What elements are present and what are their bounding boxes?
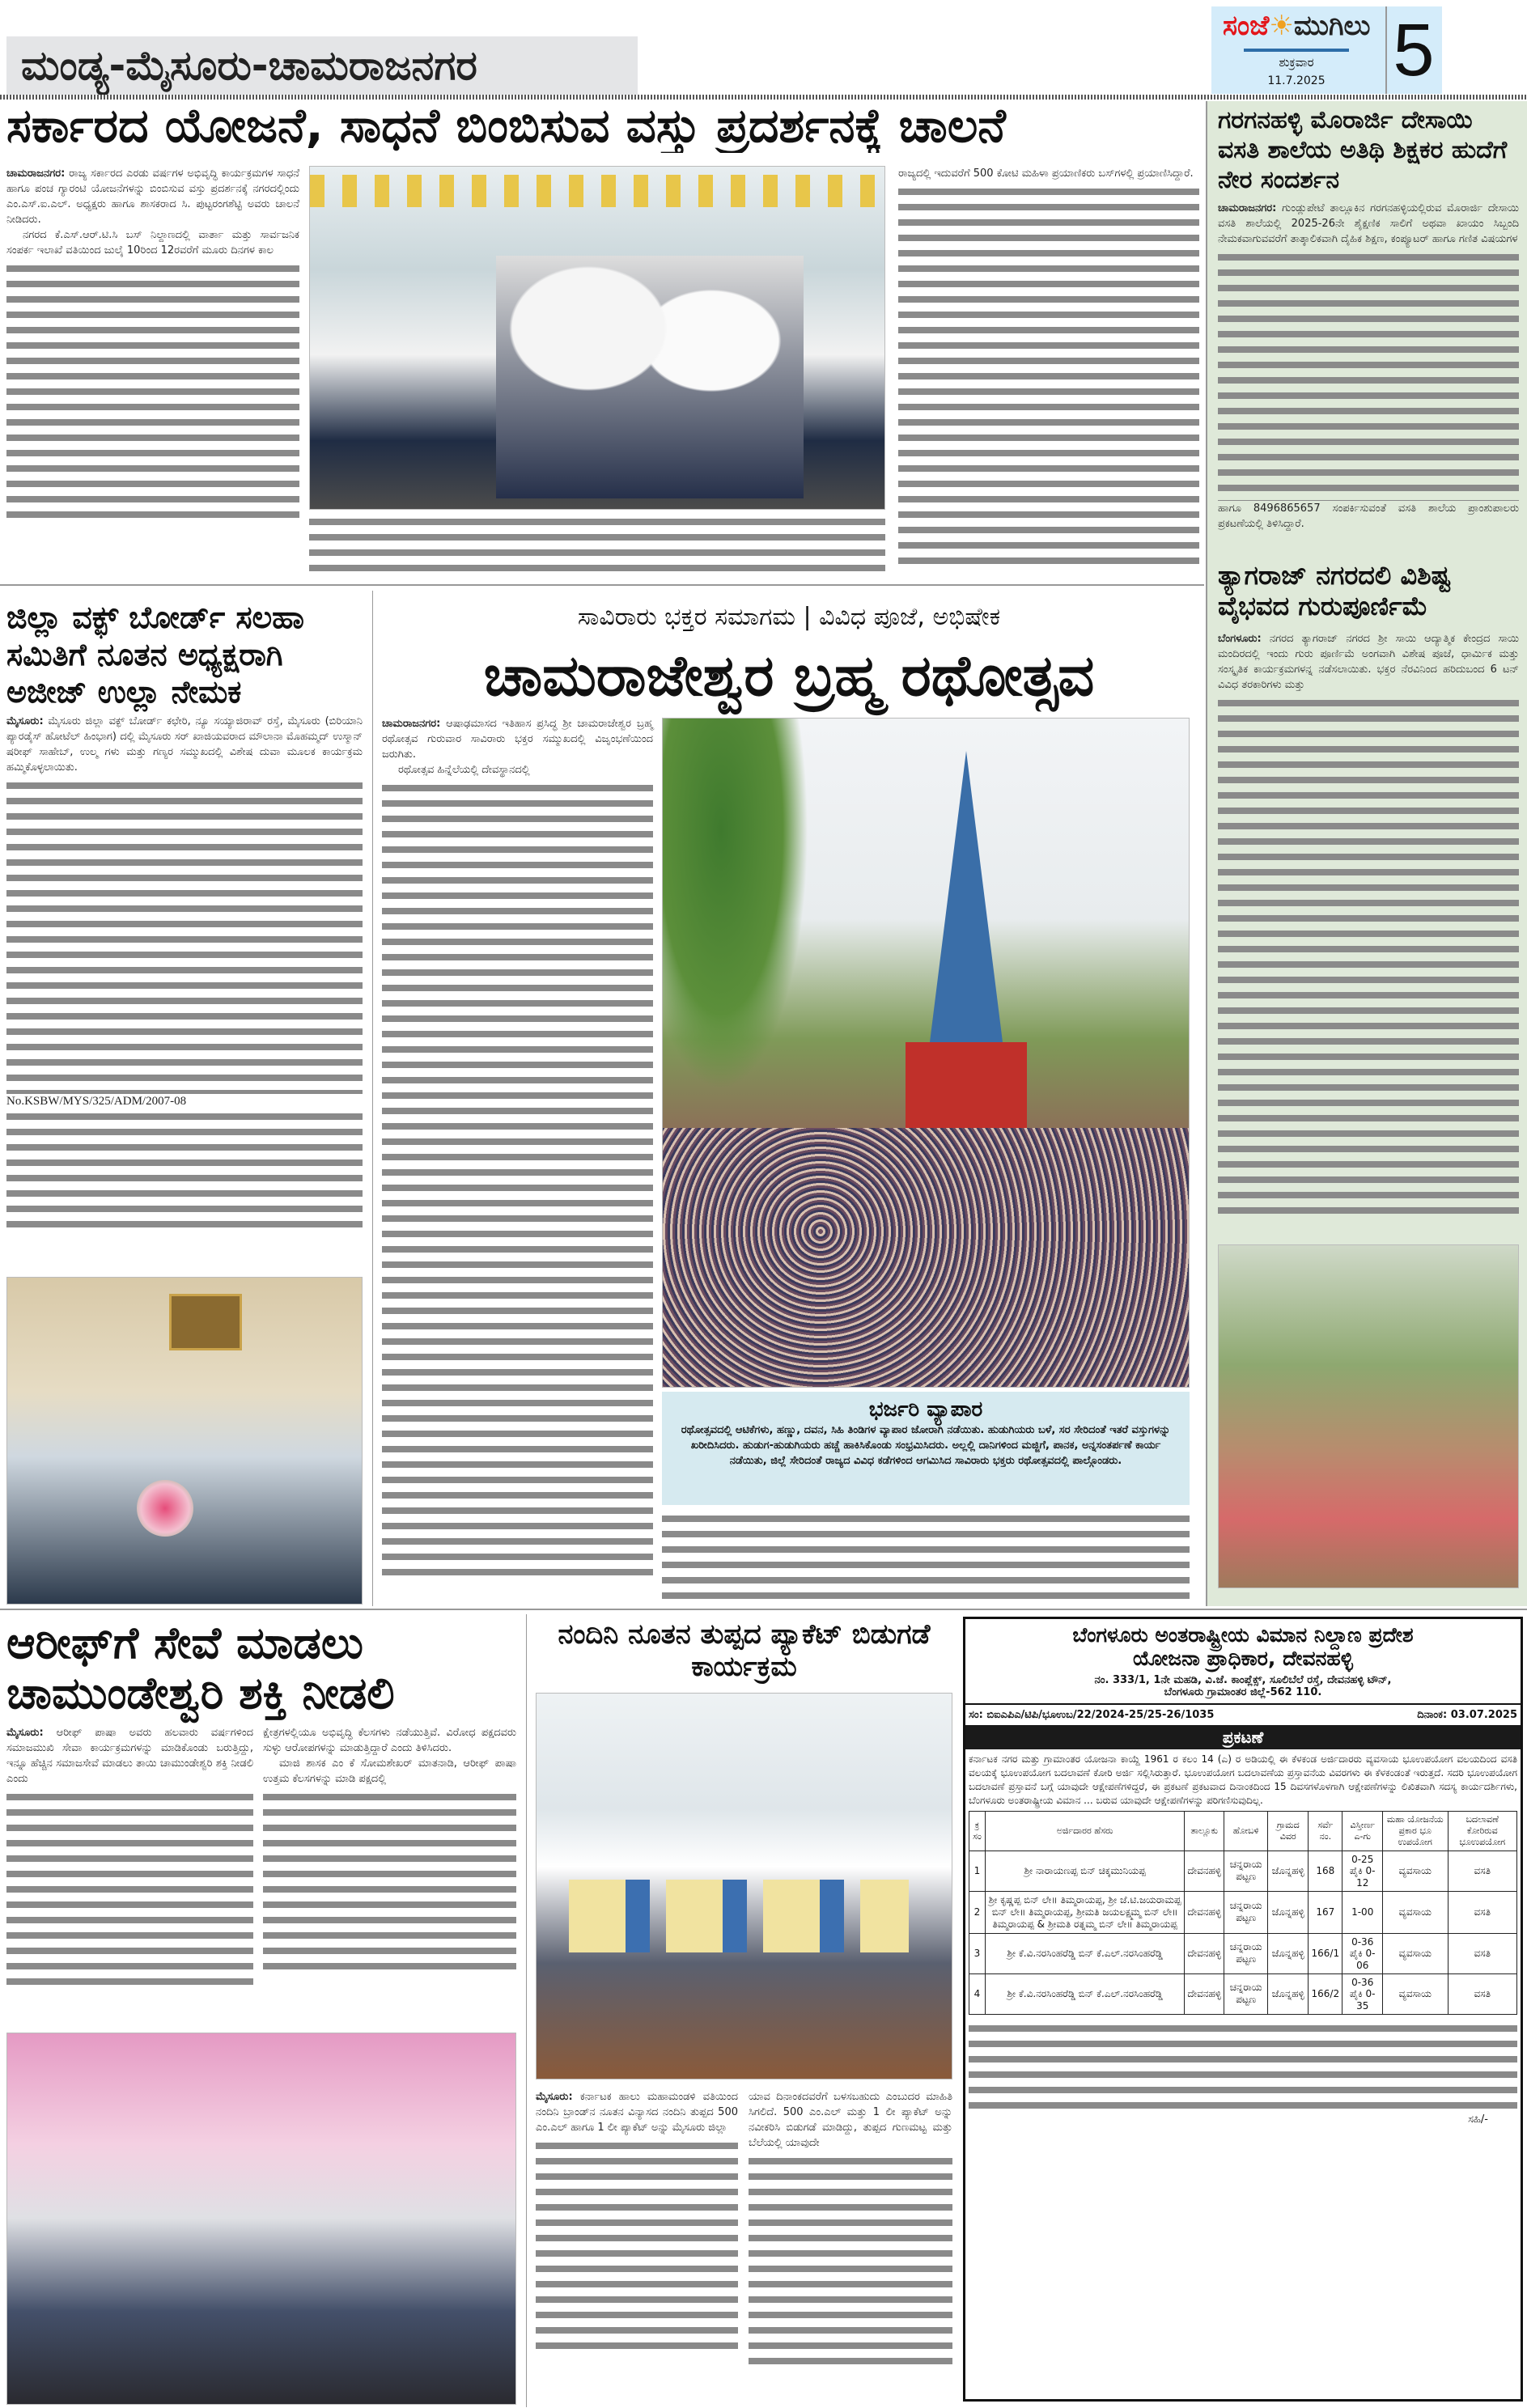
dateline: ಚಾಮರಾಜನಗರ:	[1218, 202, 1277, 214]
dateline: ಚಾಮರಾಜನಗರ:	[382, 718, 441, 730]
paragraph: ನಗರದ ಕೆ.ಎಸ್.ಆರ್.ಟಿ.ಸಿ ಬಸ್ ನಿಲ್ದಾಣದಲ್ಲಿ ವಾರ್ತಾ ಮತ್ತು ಸಾರ್ವಜನಿಕ ಸಂಪರ್ಕ ಇಲಾಖೆ ವತಿಯಿಂದ ಜುಲೈ 10ರಿಂದ 12ರವರೆಗೆ ಮೂರು ದಿನಗಳ ಕಾಲ	[6, 229, 299, 256]
dateline: ಮೈಸೂರು:	[6, 715, 44, 727]
table-cell: 3	[969, 1933, 986, 1973]
table-header: ಸರ್ವೆ ನಂ.	[1309, 1811, 1342, 1851]
table-cell: ದೇವನಹಳ್ಳಿ	[1185, 1933, 1224, 1973]
table-row	[969, 1851, 1517, 1891]
ratha-photo	[662, 718, 1190, 1388]
text-block	[6, 1109, 363, 1231]
column-divider	[372, 591, 373, 1606]
text-block	[1218, 250, 1519, 501]
paragraph: ಆರೀಫ್ ಪಾಷಾ ಅವರು ಹಲವಾರು ವರ್ಷಗಳಿಂದ ಸಮಾಜಮುಖಿ ಸೇವಾ ಕಾರ್ಯಕ್ರಮಗಳನ್ನು ಮಾಡಿಕೊಂಡು ಬರುತ್ತಿದ್ದು, ಇನ್ನೂ ಹೆಚ್ಚಿನ ಸಮಾಜಸೇವೆ ಮಾಡಲು ತಾಯಿ ಚಾಮುಂಡೇಶ್ವರಿ ಶಕ್ತಿ ನೀಡಲಿ ಎಂದು	[6, 1727, 253, 1785]
info-box-title: ಭರ್ಜರಿ ವ್ಯಾಪಾರ	[868, 1397, 983, 1422]
table-cell: ವಸತಿ	[1448, 1933, 1516, 1973]
paragraph: ಮೈಸೂರು ಜಿಲ್ಲಾ ವಕ್ಫ್ ಬೋರ್ಡ್ ಕಛೇರಿ, ನ್ಯೂ ಸಯ್ಯಾಜಿರಾವ್ ರಸ್ತೆ, ಮೈಸೂರು (ಬಿರಿಯಾನಿ ಪ್ಯಾರಡೈಸ್ ಹೋಟೆಲ್ ಹಿಂಭಾಗ) ದಲ್ಲಿ ಮೈಸೂರು ಸರ್ ಖಾಜಿಯವರಾದ ಮೌಲಾನಾ ಮೊಹಮ್ಮದ್ ಉಸ್ಮಾನ್ ಷರೀಫ್ ಸಾಹೇಬ್, ಉಲ್ಮ ಗಳು ಮತ್ತು ಗಣ್ಯರ ಸಮ್ಮುಖದಲ್ಲಿ ವಿಶೇಷ ದುವಾ ಮೂಲಕ ಕಾರ್ಯಕ್ರಮ ಹಮ್ಮಿಕೊಳ್ಳಲಾಯಿತು.	[6, 715, 363, 774]
table-header: ಬದಲಾವಣೆ ಕೋರಿರುವ ಭೂಉಪಯೋಗ	[1448, 1811, 1516, 1851]
text-block	[1218, 696, 1519, 1214]
text-block	[263, 1790, 516, 1976]
waqf-headline: ಜಿಲ್ಲಾ ವಕ್ಫ್ ಬೋರ್ಡ್ ಸಲಹಾ ಸಮಿತಿಗೆ ನೂತನ ಅಧ್ಯಕ್ಷರಾಗಿ ಅಜೀಜ್ ಉಲ್ಲಾ ನೇಮಕ	[6, 600, 304, 710]
notice-footer-text	[969, 2021, 1517, 2110]
table-cell: ವಸತಿ	[1448, 1851, 1516, 1891]
table-header: ವಿಸ್ತೀರ್ಣ ಎ-ಗು	[1342, 1811, 1383, 1851]
table-cell: ವ್ಯವಸಾಯ	[1382, 1891, 1448, 1933]
table-cell: ಚನ್ನರಾಯ ಪಟ್ಟಣ	[1224, 1891, 1268, 1933]
arif-headline: ಆರೀಫ್‌ಗೆ ಸೇವೆ ಮಾಡಲು ಚಾಮುಂಡೇಶ್ವರಿ ಶಕ್ತಿ ನೀಡಲಿ	[6, 1617, 395, 1719]
paragraph: ನಗರದ ತ್ಯಾಗರಾಜ್ ನಗರದ ಶ್ರೀ ಸಾಯಿ ಆದ್ಯಾತ್ಮಿಕ ಕೇಂದ್ರದ ಸಾಯಿ ಮಂದಿರದಲ್ಲಿ ಇಂದು ಗುರು ಪೂರ್ಣಿಮೆ ಅಂಗವಾಗಿ ವಿಶೇಷ ಪೂಜೆ, ಧಾರ್ಮಿಕ ಮತ್ತು ಸಂಸ್ಕೃತಿಕ ಕಾರ್ಯಕ್ರಮಗಳನ್ನ ನಡೆಸಲಾಯಿತು. ಭಕ್ತರ ನೆರವಿನಿಂದ ಹರಿದುಬಂದ 6 ಟನ್ ವಿವಿಧ ತರಕಾರಿಗಳು ಮತ್ತು	[1218, 633, 1519, 691]
issue-day: ಶುಕ್ರವಾರ	[1279, 55, 1314, 70]
table-header: ತಾಲ್ಲೂಕು	[1185, 1811, 1224, 1851]
table-cell: ವಸತಿ	[1448, 1891, 1516, 1933]
dateline: ಮೈಸೂರು:	[6, 1727, 44, 1739]
table-header: ಮಹಾ ಯೋಜನೆಯ ಪ್ರಕಾರ ಭೂ ಉಪಯೋಗ	[1382, 1811, 1448, 1851]
nandini-headline: ನಂದಿನಿ ನೂತನ ತುಪ್ಪದ ಪ್ಯಾಕೆಟ್ ಬಿಡುಗಡೆ ಕಾರ್ಯಕ್ರಮ	[558, 1618, 931, 1683]
page-number: 5	[1385, 6, 1440, 94]
waqf-text	[6, 714, 363, 1231]
issue-date: 11.7.2025	[1267, 74, 1326, 87]
sidebar-headline-1: ಗರಗನಹಳ್ಳಿ ಮೊರಾರ್ಜಿ ದೇಸಾಯಿ ವಸತಿ ಶಾಲೆಯ ಅತಿಥಿ ಶಿಕ್ಷಕರ ಹುದೆಗೆ ನೇರ ಸಂದರ್ಶನ	[1218, 106, 1508, 194]
table-cell: ವಸತಿ	[1448, 1973, 1516, 2014]
table-header: ಗ್ರಾಮದ ವಿವರ	[1268, 1811, 1309, 1851]
order-number: No.KSBW/MYS/325/ADM/2007-08	[6, 1095, 187, 1108]
public-notice-ad	[963, 1617, 1523, 2402]
text-block	[382, 781, 653, 1582]
table-row	[969, 1933, 1517, 1973]
table-cell: 0-36 ಪೈಕಿ 0-06	[1342, 1933, 1383, 1973]
ratha-headline: ಚಾಮರಾಜೇಶ್ವರ ಬ್ರಹ್ಮ ರಥೋತ್ಸವ	[483, 642, 1095, 709]
paragraph: ಮಾಜಿ ಶಾಸಕ ಎಂ ಕೆ ಸೋಮಶೇಖರ್ ಮಾತನಾಡಿ, ಆರೀಫ್ ಪಾಷಾ ಉತ್ತಮ ಕೆಲಸಗಳನ್ನು ಮಾಡಿ ಪಕ್ಷದಲ್ಲಿ	[263, 1757, 516, 1785]
dateline: ಮೈಸೂರು:	[536, 2091, 573, 2103]
notice-banner: ಪ್ರಕಟಣೆ	[965, 1725, 1521, 1749]
ratha-kicker: ಸಾವಿರಾರು ಭಕ್ತರ ಸಮಾಗಮ | ವಿವಿಧ ಪೂಜೆ, ಅಭಿಷೇಕ	[577, 603, 1001, 631]
table-row	[969, 1973, 1517, 2014]
arif-text-col1	[6, 1725, 253, 1992]
table-cell: 4	[969, 1973, 986, 2014]
paragraph: ಕ್ಷೇತ್ರಗಳಲ್ಲಿಯೂ ಅಭಿವೃದ್ಧಿ ಕೆಲಸಗಳು ನಡೆಯುತ್ತಿವೆ. ವಿರೋಧ ಪಕ್ಷದವರು ಸುಳ್ಳು ಆರೋಪಗಳನ್ನು ಮಾಡುತ್ತಿದ್ದಾರೆ ಎಂದು ತಿಳಿಸಿದರು.	[263, 1727, 516, 1754]
notice-address-1: ನಂ. 333/1, 1ನೇ ಮಹಡಿ, ವಿ.ಜೆ. ಕಾಂಪ್ಲೆಕ್ಸ್, ಸೂಲಿಬೆಲೆ ರಸ್ತೆ, ದೇವನಹಳ್ಳಿ ಟೌನ್,	[1094, 1673, 1392, 1686]
notice-address-2: ಬೆಂಗಳೂರು ಗ್ರಾಮಾಂತರ ಜಿಲ್ಲೆ-562 110.	[1164, 1685, 1322, 1698]
sidebar-story1-text	[1218, 201, 1519, 532]
logo-part2: ಮುಗಿಲು	[1293, 10, 1371, 42]
sidebar-story2-text	[1218, 631, 1519, 1214]
text-block	[6, 1790, 253, 1992]
lead-text-col3	[898, 166, 1199, 565]
text-block	[898, 184, 1199, 565]
table-header: ಕ್ರ ಸಂ	[969, 1811, 986, 1851]
notice-table	[969, 1811, 1517, 2015]
table-cell: ದೇವನಹಳ್ಳಿ	[1185, 1851, 1224, 1891]
info-box-text: ರಥೋತ್ಸವದಲ್ಲಿ ಆಟಿಕೆಗಳು, ಹಣ್ಣು, ದವನ, ಸಿಹಿ ತಿಂಡಿಗಳ ವ್ಯಾಪಾರ ಜೋರಾಗಿ ನಡೆಯಿತು. ಹುಡುಗಿಯರು ಬಳೆ, ಸರ ಸೇರಿದಂತೆ ಇತರೆ ವಸ್ತುಗಳನ್ನು ಖರೀದಿಸಿದರು. ಹುಡುಗ-ಹುಡುಗಿಯರು ಹಚ್ಚೆ ಹಾಕಿಸಿಕೊಂಡು ಸಂಭ್ರಮಿಸಿದರು. ಅಲ್ಲಲ್ಲಿ ದಾನಿಗಳಿಂದ ಮಜ್ಜಿಗೆ, ಪಾನಕ, ಅನ್ನಸಂತರ್ಪಣೆ ಕಾರ್ಯ ನಡೆಯಿತು, ಜಿಲ್ಲೆ ಸೇರಿದಂತೆ ರಾಜ್ಯದ ವಿವಿಧ ಕಡೆಗಳಿಂದ ಆಗಮಿಸಿದ ಸಾವಿರಾರು ಭಕ್ತರು ರಥೋತ್ಸವದಲ್ಲಿ ಪಾಲ್ಗೊಂಡರು.	[681, 1423, 1171, 1467]
table-cell: ಶ್ರೀ ಕೃಷ್ಣಪ್ಪ ಬಿನ್ ಲೇ॥ ತಿಮ್ಮರಾಯಪ್ಪ, ಶ್ರೀ ಜೆ.ಟಿ.ಜಯರಾಮಪ್ಪ ಬಿನ್ ಲೇ॥ ತಿಮ್ಮರಾಯಪ್ಪ, ಶ್ರೀಮತಿ ಜಯಲಕ್ಷ್ಮಮ್ಮ ಬಿನ್ ಲೇ॥ ತಿಮ್ಮರಾಯಪ್ಪ & ಶ್ರೀಮತಿ ರತ್ನಮ್ಮ ಬಿನ್ ಲೇ॥ ತಿಮ್ಮರಾಯಪ್ಪ	[985, 1891, 1184, 1933]
sidebar-headline-2: ತ್ಯಾಗರಾಜ್ ನಗರದಲಿ ವಿಶಿಷ್ಟ ವೈಭವದ ಗುರುಪೂರ್ಣಿಮೆ	[1218, 560, 1451, 621]
paragraph: ಹಾಗೂ 8496865657 ಸಂಪರ್ಕಿಸುವಂತೆ ವಸತಿ ಶಾಲೆಯ ಪ್ರಾಂಶುಪಾಲರು ಪ್ರಕಟಣೆಯಲ್ಲಿ ತಿಳಿಸಿದ್ದಾರೆ.	[1218, 502, 1519, 530]
table-cell: ವ್ಯವಸಾಯ	[1382, 1933, 1448, 1973]
notice-title-1: ಬೆಂಗಳೂರು ಅಂತರಾಷ್ಟ್ರೀಯ ವಿಮಾನ ನಿಲ್ದಾಣ ಪ್ರದೇಶ	[1072, 1623, 1414, 1647]
section-label: ಮಂಡ್ಯ-ಮೈಸೂರು-ಚಾಮರಾಜನಗರ	[6, 36, 638, 95]
table-cell: ವ್ಯವಸಾಯ	[1382, 1851, 1448, 1891]
table-cell: 167	[1309, 1891, 1342, 1933]
table-cell: ಜೊನ್ನಹಳ್ಳಿ	[1268, 1891, 1309, 1933]
notice-reference: ಸಂ: ಬಿಐಎಪಿಎ/ಟಿಪಿ/ಭೂಉಬ/22/2024-25/25-26/1035	[969, 1708, 1215, 1721]
table-row	[969, 1891, 1517, 1933]
notice-intro: ಕರ್ನಾಟಕ ನಗರ ಮತ್ತು ಗ್ರಾಮಾಂತರ ಯೋಜನಾ ಕಾಯ್ದೆ 1961 ರ ಕಲಂ 14 (ಎ) ರ ಅಡಿಯಲ್ಲಿ ಈ ಕೆಳಕಂಡ ಅರ್ಜಿದಾರರು ವ್ಯವಸಾಯ ಭೂಉಪಯೋಗ ವಲಯದಿಂದ ವಸತಿ ವಲಯಕ್ಕೆ ಭೂಉಪಯೋಗ ಬದಲಾವಣೆ ಕೋರಿ ಅರ್ಜಿ ಸಲ್ಲಿಸಿರುತ್ತಾರೆ. ಭೂಉಪಯೋಗ ಬದಲಾವಣೆಯ ಪ್ರಸ್ತಾವನೆಯ ವಿವರಗಳು ಈ ಕೆಳಕಂಡಂತೆ ಇರುತ್ತದೆ. ಸದರಿ ಭೂಉಪಯೋಗ ಬದಲಾವಣೆ ಪ್ರಸ್ತಾವನೆ ಬಗ್ಗೆ ಯಾವುದೇ ಆಕ್ಷೇಪಣೆಗಳಿದ್ದರೆ, ಈ ಪ್ರಕಟಣೆ ಪ್ರಕಟವಾದ ದಿನಾಂಕದಿಂದ 15 ದಿವಸಗಳೊಳಗಾಗಿ ಆಕ್ಷೇಪಣೆಗಳನ್ನು ಲಿಖಿತವಾಗಿ ಸದಸ್ಯ ಕಾರ್ಯದರ್ಶಿಗಳು, ಬೆಂಗಳೂರು ಅಂತರಾಷ್ಟ್ರೀಯ ವಿಮಾನ ... ಬರುವ ಯಾವುದೇ ಆಕ್ಷೇಪಣೆಗಳನ್ನು ಪರಿಗಣಿಸುವುದಿಲ್ಲ.	[969, 1753, 1517, 1806]
divider	[0, 1609, 1527, 1610]
notice-date: ದಿನಾಂಕ: 03.07.2025	[1417, 1708, 1517, 1721]
table-cell: ಶ್ರೀ ನಾರಾಯಣಪ್ಪ ಬಿನ್ ಚಿಕ್ಕಮುನಿಯಪ್ಪ	[985, 1851, 1184, 1891]
nandini-text-col2	[749, 2089, 952, 2364]
sidebar-photo	[1218, 1244, 1519, 1588]
paragraph: ರಥೋತ್ಸವ ಹಿನ್ನೆಲೆಯಲ್ಲಿ ದೇವಸ್ಥಾನದಲ್ಲಿ	[398, 764, 530, 776]
table-cell: ವ್ಯವಸಾಯ	[1382, 1973, 1448, 2014]
notice-title-2: ಯೋಜನಾ ಪ್ರಾಧಿಕಾರ, ದೇವನಹಳ್ಳಿ	[1133, 1646, 1353, 1670]
lead-text-col1	[6, 166, 299, 520]
table-cell: ಚನ್ನರಾಯ ಪಟ್ಟಣ	[1224, 1851, 1268, 1891]
paragraph: ರಾಜ್ಯ ಸರ್ಕಾರದ ಎರಡು ವರ್ಷಗಳ ಅಭಿವೃದ್ಧಿ ಕಾರ್ಯಕ್ರಮಗಳ ಸಾಧನೆ ಹಾಗೂ ಪಂಚ ಗ್ಯಾರಂಟಿ ಯೋಜನೆಗಳನ್ನು ಬಿಂಬಿಸುವ ವಸ್ತು ಪ್ರದರ್ಶನಕ್ಕೆ ನಗರದಲ್ಲಿಂದು ಎಂ.ಎಸ್.ಐ.ಎಲ್. ಅಧ್ಯಕ್ಷರು ಹಾಗೂ ಶಾಸಕರಾದ ಸಿ. ಪುಟ್ಟರಂಗಶೆಟ್ಟಿ ಅವರು ಚಾಲನೆ ನೀಡಿದರು.	[6, 167, 299, 226]
dateline: ಬೆಂಗಳೂರು:	[1218, 633, 1262, 645]
paragraph: ರಾಜ್ಯದಲ್ಲಿ ಇದುವರೆಗೆ 500 ಕೋಟಿ ಮಹಿಳಾ ಪ್ರಯಾಣಿಕರು ಬಸ್‌ಗಳಲ್ಲಿ ಪ್ರಯಾಣಿಸಿದ್ದಾರೆ.	[898, 167, 1194, 180]
ratha-text	[382, 716, 653, 1582]
paragraph: ಆಷಾಢಮಾಸದ ಇತಿಹಾಸ ಪ್ರಸಿದ್ಧ ಶ್ರೀ ಚಾಮರಾಜೇಶ್ವರ ಬ್ರಹ್ಮ ರಥೋತ್ಸವ ಗುರುವಾರ ಸಾವಿರಾರು ಭಕ್ತರ ಸಮ್ಮುಖದಲ್ಲಿ ವಿಜೃಂಭಣೆಯಿಂದ ಜರುಗಿತು.	[382, 718, 653, 761]
lead-text-below-photo	[309, 515, 885, 576]
table-header: ಹೋಬಳಿ	[1224, 1811, 1268, 1851]
table-cell: 2	[969, 1891, 986, 1933]
text-block	[749, 2154, 952, 2364]
table-cell: ಚನ್ನರಾಯ ಪಟ್ಟಣ	[1224, 1973, 1268, 2014]
paragraph: ಗುಂಡ್ಲುಪೇಟೆ ತಾಲ್ಲೂಕಿನ ಗರಗನಹಳ್ಳಿಯಲ್ಲಿರುವ ಮೊರಾರ್ಜಿ ದೇಸಾಯಿ ವಸತಿ ಶಾಲೆಯಲ್ಲಿ 2025-26ನೇ ಶೈಕ್ಷಣಿಕ ಸಾಲಿಗೆ ಅಥವಾ ಖಾಯಂ ಸಿಬ್ಬಂದಿ ನೇಮಕವಾಗುವವರೆಗೆ ತಾತ್ಕಾಲಿಕವಾಗಿ ದೈಹಿಕ ಶಿಕ್ಷಣ, ಕಂಪ್ಯೂಟರ್ ಹಾಗೂ ಗಣಿತ ವಿಷಯಗಳ	[1218, 202, 1519, 245]
arif-photo	[6, 2033, 516, 2405]
arif-text-col2	[263, 1725, 516, 1976]
ratha-text-continued	[662, 1511, 1190, 1600]
table-cell: ಶ್ರೀ ಕೆ.ವಿ.ನರಸಿಂಹರೆಡ್ಡಿ ಬಿನ್ ಕೆ.ಎಲ್.ನರಸಿಂಹರೆಡ್ಡಿ	[985, 1933, 1184, 1973]
table-cell: ದೇವನಹಳ್ಳಿ	[1185, 1891, 1224, 1933]
newspaper-logo	[1211, 6, 1442, 94]
table-cell: ಶ್ರೀ ಕೆ.ವಿ.ನರಸಿಂಹರೆಡ್ಡಿ ಬಿನ್ ಕೆ.ಎಲ್.ನರಸಿಂಹರೆಡ್ಡಿ	[985, 1973, 1184, 2014]
table-cell: ಜೊನ್ನಹಳ್ಳಿ	[1268, 1973, 1309, 2014]
notice-signature: ಸಹಿ/-	[1468, 2113, 1488, 2126]
lead-photo	[309, 166, 885, 510]
lead-headline: ಸರ್ಕಾರದ ಯೋಜನೆ, ಸಾಧನೆ ಬಿಂಬಿಸುವ ವಸ್ತು ಪ್ರದರ್ಶನಕ್ಕೆ ಚಾಲನೆ	[6, 99, 1006, 153]
ratha-info-box	[662, 1392, 1190, 1505]
dateline: ಚಾಮರಾಜನಗರ:	[6, 167, 66, 180]
table-cell: 0-25 ಪೈಕಿ 0-12	[1342, 1851, 1383, 1891]
table-cell: 1-00	[1342, 1891, 1383, 1933]
paragraph: ಕರ್ನಾಟಕ ಹಾಲು ಮಹಾಮಂಡಳಿ ವತಿಯಿಂದ ನಂದಿನಿ ಬ್ರಾಂಡ್‌ನ ನೂತನ ವಿನ್ಯಾಸದ ನಂದಿನಿ ತುಪ್ಪದ 500 ಎಂ.ಎಲ್ ಹಾಗೂ 1 ಲೀ ಪ್ಯಾಕೆಟ್ ಅನ್ನು ಮೈಸೂರು ಜಿಲ್ಲಾ	[536, 2091, 738, 2134]
column-divider	[526, 1614, 527, 2407]
table-cell: ದೇವನಹಳ್ಳಿ	[1185, 1973, 1224, 2014]
table-cell: 166/2	[1309, 1973, 1342, 2014]
nandini-text-col1	[536, 2089, 738, 2349]
text-block	[6, 778, 363, 1094]
table-cell: 166/1	[1309, 1933, 1342, 1973]
waqf-photo	[6, 1277, 363, 1605]
table-cell: ಜೊನ್ನಹಳ್ಳಿ	[1268, 1851, 1309, 1891]
sun-icon: ☀	[1269, 10, 1294, 42]
table-header: ಅರ್ಜಿದಾರರ ಹೆಸರು	[985, 1811, 1184, 1851]
table-cell: 168	[1309, 1851, 1342, 1891]
logo-divider	[1244, 49, 1349, 52]
divider	[0, 584, 1204, 586]
paragraph: ಯಾವ ದಿನಾಂಕದವರೆಗೆ ಬಳಸಬಹುದು ಎಂಬುದರ ಮಾಹಿತಿ ಸಿಗಲಿದೆ. 500 ಎಂ.ಎಲ್ ಮತ್ತು 1 ಲೀ ಪ್ಯಾಕೆಟ್ ಅನ್ನು ನವೀಕರಿಸಿ ಬಿಡುಗಡೆ ಮಾಡಿದ್ದು, ತುಪ್ಪದ ಗುಣಮಟ್ಟ ಮತ್ತು ಬೆಲೆಯಲ್ಲಿ ಯಾವುದೇ	[749, 2091, 952, 2149]
table-cell: ಚನ್ನರಾಯ ಪಟ್ಟಣ	[1224, 1933, 1268, 1973]
table-cell: 0-36 ಪೈಕಿ 0-35	[1342, 1973, 1383, 2014]
text-block	[536, 2139, 738, 2349]
text-block	[6, 261, 299, 520]
nandini-photo	[536, 1693, 952, 2079]
logo-part1: ಸಂಜೆ	[1223, 10, 1270, 42]
table-cell: ಜೊನ್ನಹಳ್ಳಿ	[1268, 1933, 1309, 1973]
table-cell: 1	[969, 1851, 986, 1891]
